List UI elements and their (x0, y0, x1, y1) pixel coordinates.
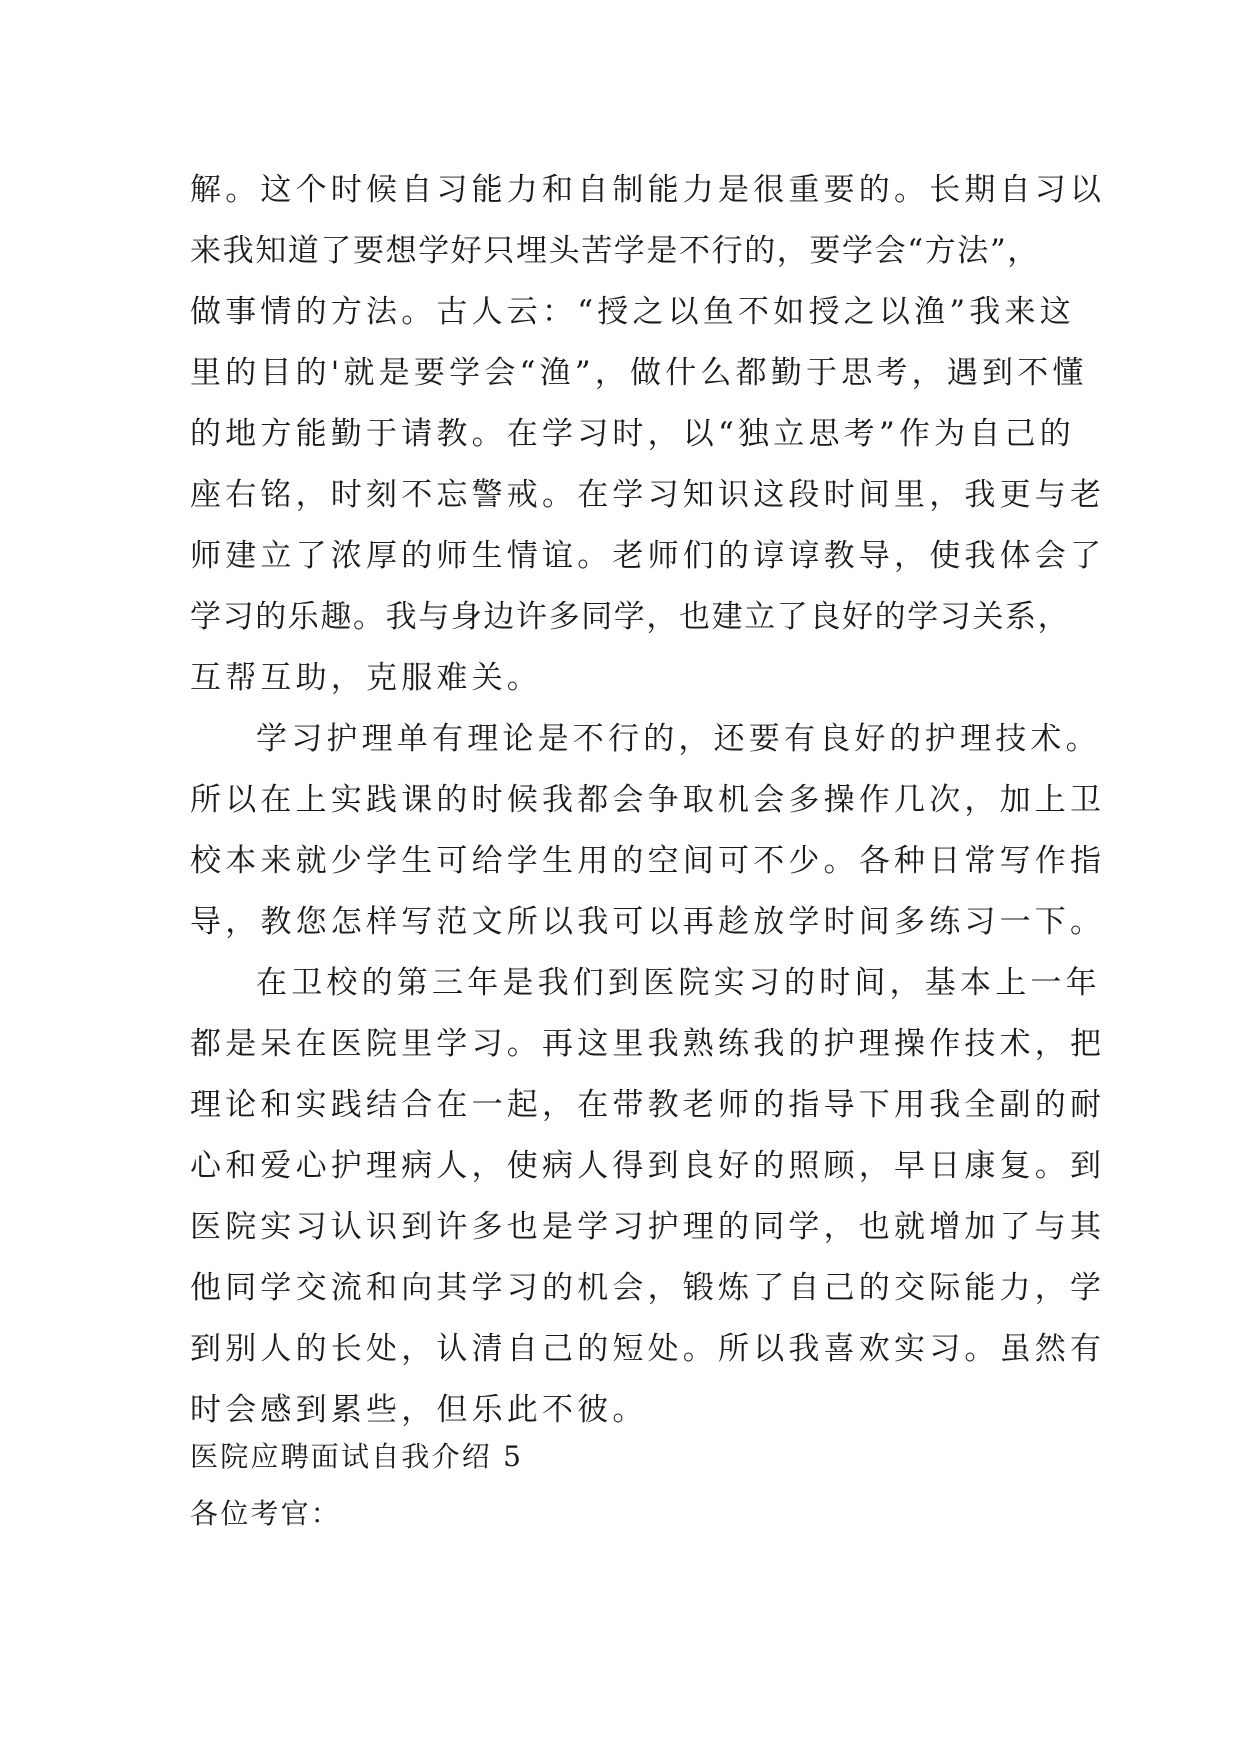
paragraph-line: 导，教您怎样写范文所以我可以再趁放学时间多练习一下。 (190, 904, 1106, 940)
paragraph-line: 在卫校的第三年是我们到医院实习的时间，基本上一年 (256, 965, 1101, 1001)
paragraph-line: 他同学交流和向其学习的机会，锻炼了自己的交际能力，学 (190, 1270, 1106, 1306)
paragraph-line: 时会感到累些，但乐此不彼。 (190, 1392, 648, 1428)
body-text (190, 160, 1106, 1441)
paragraph-line: 到别人的长处，认清自己的短处。所以我喜欢实习。虽然有 (190, 1331, 1106, 1367)
paragraph-line: 做事情的方法。古人云：“授之以鱼不如授之以渔”我来这 (190, 294, 1075, 330)
section-block (190, 1428, 1070, 1542)
paragraph-line: 解。这个时候自习能力和自制能力是很重要的。长期自习以 (190, 172, 1106, 208)
paragraph-line: 来我知道了要想学好只埋头苦学是不行的，要学会“方法”， (190, 233, 1040, 269)
paragraph-line: 学习护理单有理论是不行的，还要有良好的护理技术。 (256, 721, 1101, 757)
paragraph-line: 心和爱心护理病人，使病人得到良好的照顾，早日康复。到 (190, 1148, 1106, 1184)
paragraph-line: 学习的乐趣。我与身边许多同学，也建立了良好的学习关系， (190, 599, 1071, 635)
paragraph-line: 都是呆在医院里学习。再这里我熟练我的护理操作技术，把 (190, 1026, 1106, 1062)
paragraph-line: 的地方能勤于请教。在学习时，以“独立思考”作为自己的 (190, 416, 1075, 452)
paragraph-line: 校本来就少学生可给学生用的空间可不少。各种日常写作指 (190, 843, 1106, 879)
paragraph-line: 所以在上实践课的时候我都会争取机会多操作几次，加上卫 (190, 782, 1106, 818)
paragraph-line: 座右铭，时刻不忘警戒。在学习知识这段时间里，我更与老 (190, 477, 1106, 513)
paragraph-line: 互帮互助，克服难关。 (190, 660, 542, 696)
salutation: 各位考官： (190, 1497, 342, 1530)
paragraph-line: 里的目的'就是要学会“渔”，做什么都勤于思考，遇到不懂 (190, 355, 1088, 391)
paragraph-line: 医院实习认识到许多也是学习护理的同学，也就增加了与其 (190, 1209, 1106, 1245)
paragraph-line: 理论和实践结合在一起，在带教老师的指导下用我全副的耐 (190, 1087, 1106, 1123)
paragraph-line: 师建立了浓厚的师生情谊。老师们的谆谆教导，使我体会了 (190, 538, 1106, 574)
section-title: 医院应聘面试自我介绍 5 (190, 1440, 524, 1473)
